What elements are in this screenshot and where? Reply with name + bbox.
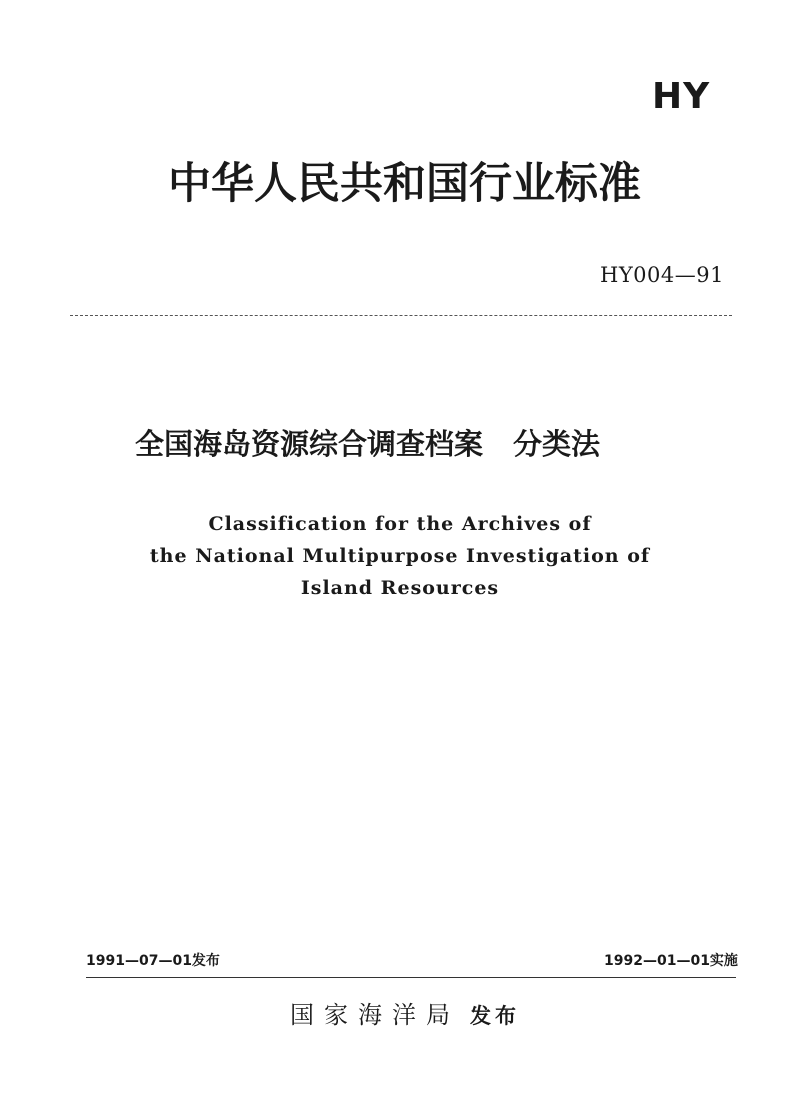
implementation-date: 1992—01—01实施 xyxy=(604,953,738,969)
issue-date: 1991—07—01发布 xyxy=(86,953,220,969)
document-title-chinese-sub: 分类法 xyxy=(513,427,601,461)
issuer-organization: 国家海洋局 xyxy=(290,1001,460,1029)
english-title-line-3: Island Resources xyxy=(300,577,500,599)
english-title-line-1: Classification for the Archives of xyxy=(208,513,592,535)
issuer-action: 发布 xyxy=(470,1004,520,1028)
document-title-chinese xyxy=(135,422,600,463)
top-divider xyxy=(70,315,732,316)
standard-number: HY004—91 xyxy=(600,263,724,287)
english-title-line-2: the National Multipurpose Investigation of xyxy=(149,545,651,567)
document-title-chinese-main: 全国海岛资源综合调查档案 xyxy=(135,427,484,461)
bottom-divider xyxy=(86,977,736,978)
issuer-line xyxy=(290,995,520,1030)
document-title-english xyxy=(0,508,800,604)
standard-code: HY xyxy=(652,76,711,117)
standard-category-title: 中华人民共和国行业标准 xyxy=(168,159,641,209)
